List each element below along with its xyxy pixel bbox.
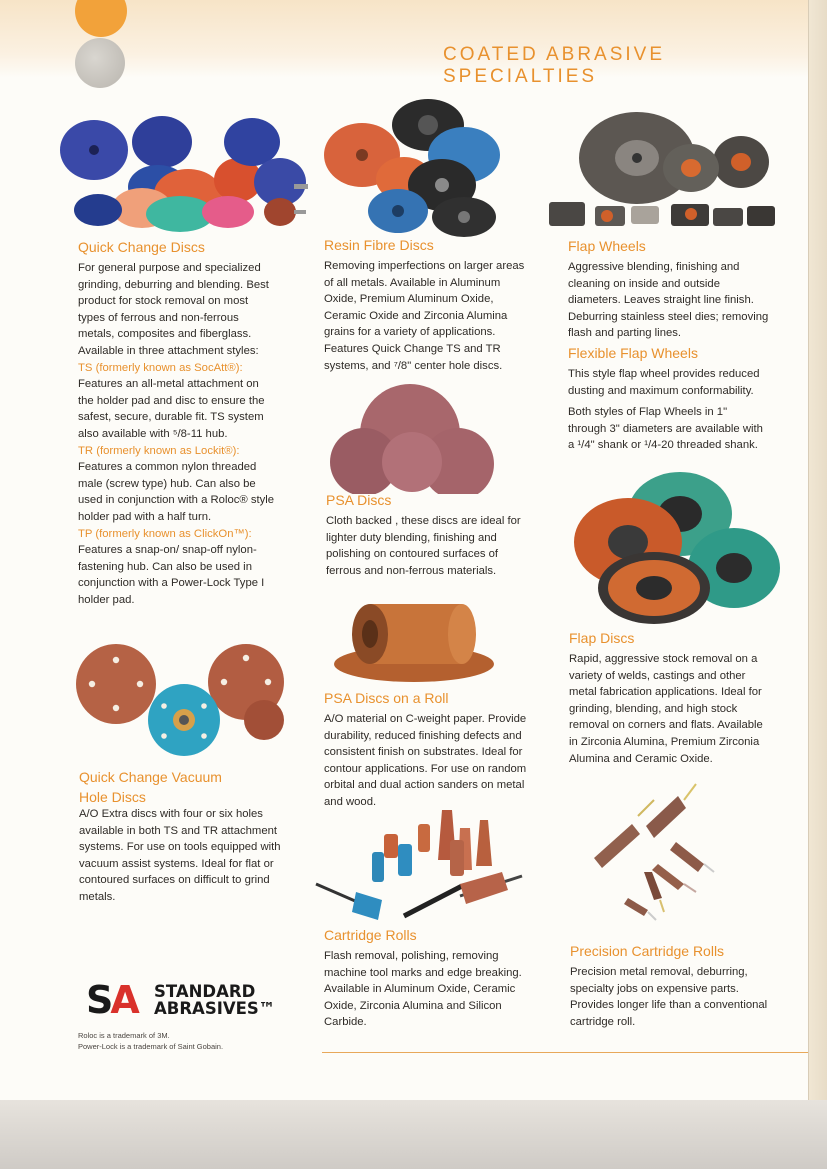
flap-discs-text [569,651,804,767]
text-line: vacuum assist systems. Ideal for flat or [79,857,274,870]
text-line: the holder pad and disc to ensure the [78,394,265,407]
flap-wheel-sizes-text [568,404,803,454]
text-line: Oxide, Premium Aluminum Oxide, [324,293,494,306]
text-line: Precision metal removal, deburring, [570,966,748,978]
text-line: consistent finish on substrates. Ideal for [324,746,523,759]
vacuum-hole-discs-title [79,767,222,807]
resin-fibre-discs-title: Resin Fibre Discs [324,237,434,253]
text-line: Features Quick Change TS and TR [324,342,501,355]
cartridge-rolls-title: Cartridge Rolls [324,927,417,943]
title-line: Hole Discs [79,789,146,805]
text-line: Provides longer life than a conventional [570,999,768,1012]
text-line: Features a common nylon threaded [78,461,257,474]
text-line: ferrous and non-ferrous materials. [326,564,497,577]
bottom-divider [322,1052,808,1053]
text-line: variety of welds, castings and other [569,669,746,682]
text-line: systems. For use on tools equipped with [79,841,281,854]
text-line: durability, reduced finishing defects and [324,729,522,742]
quick-change-discs-text [78,260,313,608]
grey-circle-decoration [75,38,125,88]
cartridge-rolls-image [312,800,530,922]
text-line: grinding, deburring and blending. Best [78,278,269,291]
text-line: machine tool marks and edge breaking. [324,966,522,979]
text-line: also available with ⁵/8-11 hub. [78,427,228,440]
flap-discs-image [568,470,782,628]
text-line: Removing imperfections on larger areas [324,260,525,272]
precision-cartridge-rolls-text [570,964,805,1030]
text-line: A/O Extra discs with four or six holes [79,808,263,820]
text-line: Both styles of Flap Wheels in 1" [568,406,728,418]
text-line: a ¹/4" shank or ¹/4-20 threaded shank. [568,439,758,452]
flap-wheels-text [568,259,803,342]
psa-discs-text [326,513,556,579]
text-line: metal fabrication applications. Ideal for [569,686,762,699]
text-line: Deburring stainless steel dies; removing [568,310,769,323]
ts-subtitle: TS (formerly known as SocAtt®): [78,361,243,374]
text-line: and wood. [324,795,377,808]
text-line: dusting and maximum conformability. [568,384,754,397]
resin-fibre-discs-text [324,258,554,374]
psa-discs-roll-image [330,590,500,686]
logo-line: STANDARD [154,982,256,1001]
cartridge-rolls-text [324,948,554,1031]
text-line: grains for a variety of applications. [324,326,496,339]
text-line: types of ferrous and non-ferrous [78,311,239,324]
text-line: Oxide, Zirconia Alumina and Silicon [324,999,502,1012]
page-title: COATED ABRASIVE SPECIALTIES [443,44,666,87]
text-line: lighter duty blending, finishing and [326,531,497,544]
text-line: contour applications. For use on random [324,762,527,775]
text-line: of all metals. Available in Aluminum [324,276,501,289]
flap-wheels-title: Flap Wheels [568,238,646,254]
tr-subtitle: TR (formerly known as Lockit®): [78,444,240,457]
precision-cartridge-rolls-title: Precision Cartridge Rolls [570,943,725,959]
text-line: cleaning on inside and outside [568,277,720,290]
text-line: Flash removal, polishing, removing [324,950,499,962]
text-line: polishing on contoured surfaces of [326,548,499,561]
text-line: specialty jobs on expensive parts. [570,982,739,995]
psa-discs-roll-text [324,711,554,811]
logo-wordmark [154,983,275,1017]
standard-abrasives-logo [86,980,286,1020]
text-line: removal on corners and flats. Available [569,719,763,732]
psa-discs-image [322,384,500,494]
text-line: through 3" diameters are available with [568,422,763,435]
psa-discs-title: PSA Discs [326,492,392,508]
text-line: holder pad with a half turn. [78,510,212,523]
text-line: diameters. Leaves straight line finish. [568,294,754,307]
text-line: cartridge roll. [570,1015,636,1028]
quick-change-discs-title: Quick Change Discs [78,239,205,255]
vacuum-hole-discs-image [74,640,286,758]
scan-bottom-band [0,1100,827,1169]
trademark-line: Roloc is a trademark of 3M. [78,1031,170,1040]
text-line: Features an all-metal attachment on [78,378,259,391]
text-line: metals. [79,890,116,903]
page-edge [808,0,827,1100]
text-line: Rapid, aggressive stock removal on a [569,653,758,665]
flexible-flap-wheels-text [568,366,803,399]
text-line: orbital and dual action sanders on metal [324,779,525,792]
flap-discs-title: Flap Discs [569,630,635,646]
logo-line: ABRASIVES™ [154,999,276,1018]
text-line: in Zirconia Alumina, Premium Zirconia [569,735,760,748]
tp-subtitle: TP (formerly known as ClickOn™): [78,527,252,540]
text-line: Aggressive blending, finishing and [568,261,740,273]
right-divider [808,0,809,1100]
text-line: Available in Aluminum Oxide, Ceramic [324,983,516,996]
precision-cartridge-rolls-image [588,780,718,930]
text-line: Features a snap-on/ snap-off nylon- [78,544,257,557]
text-line: metals, composites and fiberglass. [78,328,252,341]
text-line: Alumina and Ceramic Oxide. [569,752,713,765]
psa-discs-roll-title: PSA Discs on a Roll [324,690,449,706]
trademark-line: Power-Lock is a trademark of Saint Gobain. [78,1042,224,1051]
text-line: A/O material on C-weight paper. Provide [324,713,527,725]
text-line: This style flap wheel provides reduced [568,368,760,380]
flexible-flap-wheels-title: Flexible Flap Wheels [568,345,698,361]
flap-wheels-image [545,110,785,232]
text-line: conjunction with a Power-Lock Type I [78,577,265,590]
trademark-notes [78,1030,223,1052]
text-line: safest, secure, durable fit. TS system [78,411,264,424]
vacuum-hole-discs-text [79,806,314,906]
text-line: For general purpose and specialized [78,262,261,274]
text-line: holder pad. [78,593,135,606]
title-line: Quick Change Vacuum [79,769,222,785]
logo-mark: SA [86,978,137,1022]
text-line: fastening hub. Can also be used in [78,560,252,573]
quick-change-discs-image [58,112,308,234]
resin-fibre-discs-image [322,97,510,239]
text-line: Cloth backed , these discs are ideal for [326,515,521,527]
text-line: used in conjunction with a Roloc® style [78,494,275,507]
text-line: flash and parting lines. [568,327,682,340]
text-line: Ceramic Oxide and Zirconia Alumina [324,309,508,322]
text-line: grinding, blending, and high stock [569,702,738,715]
text-line: Available in three attachment styles: [78,344,259,357]
text-line: product for stock removal on most [78,295,249,308]
text-line: male (screw type) hub. Can also be [78,477,256,490]
text-line: contoured surfaces on difficult to grind [79,874,270,887]
text-line: available in both TS and TR attachment [79,824,278,837]
text-line: Carbide. [324,1016,367,1029]
text-line: systems, and ⁷/8" center hole discs. [324,359,503,372]
